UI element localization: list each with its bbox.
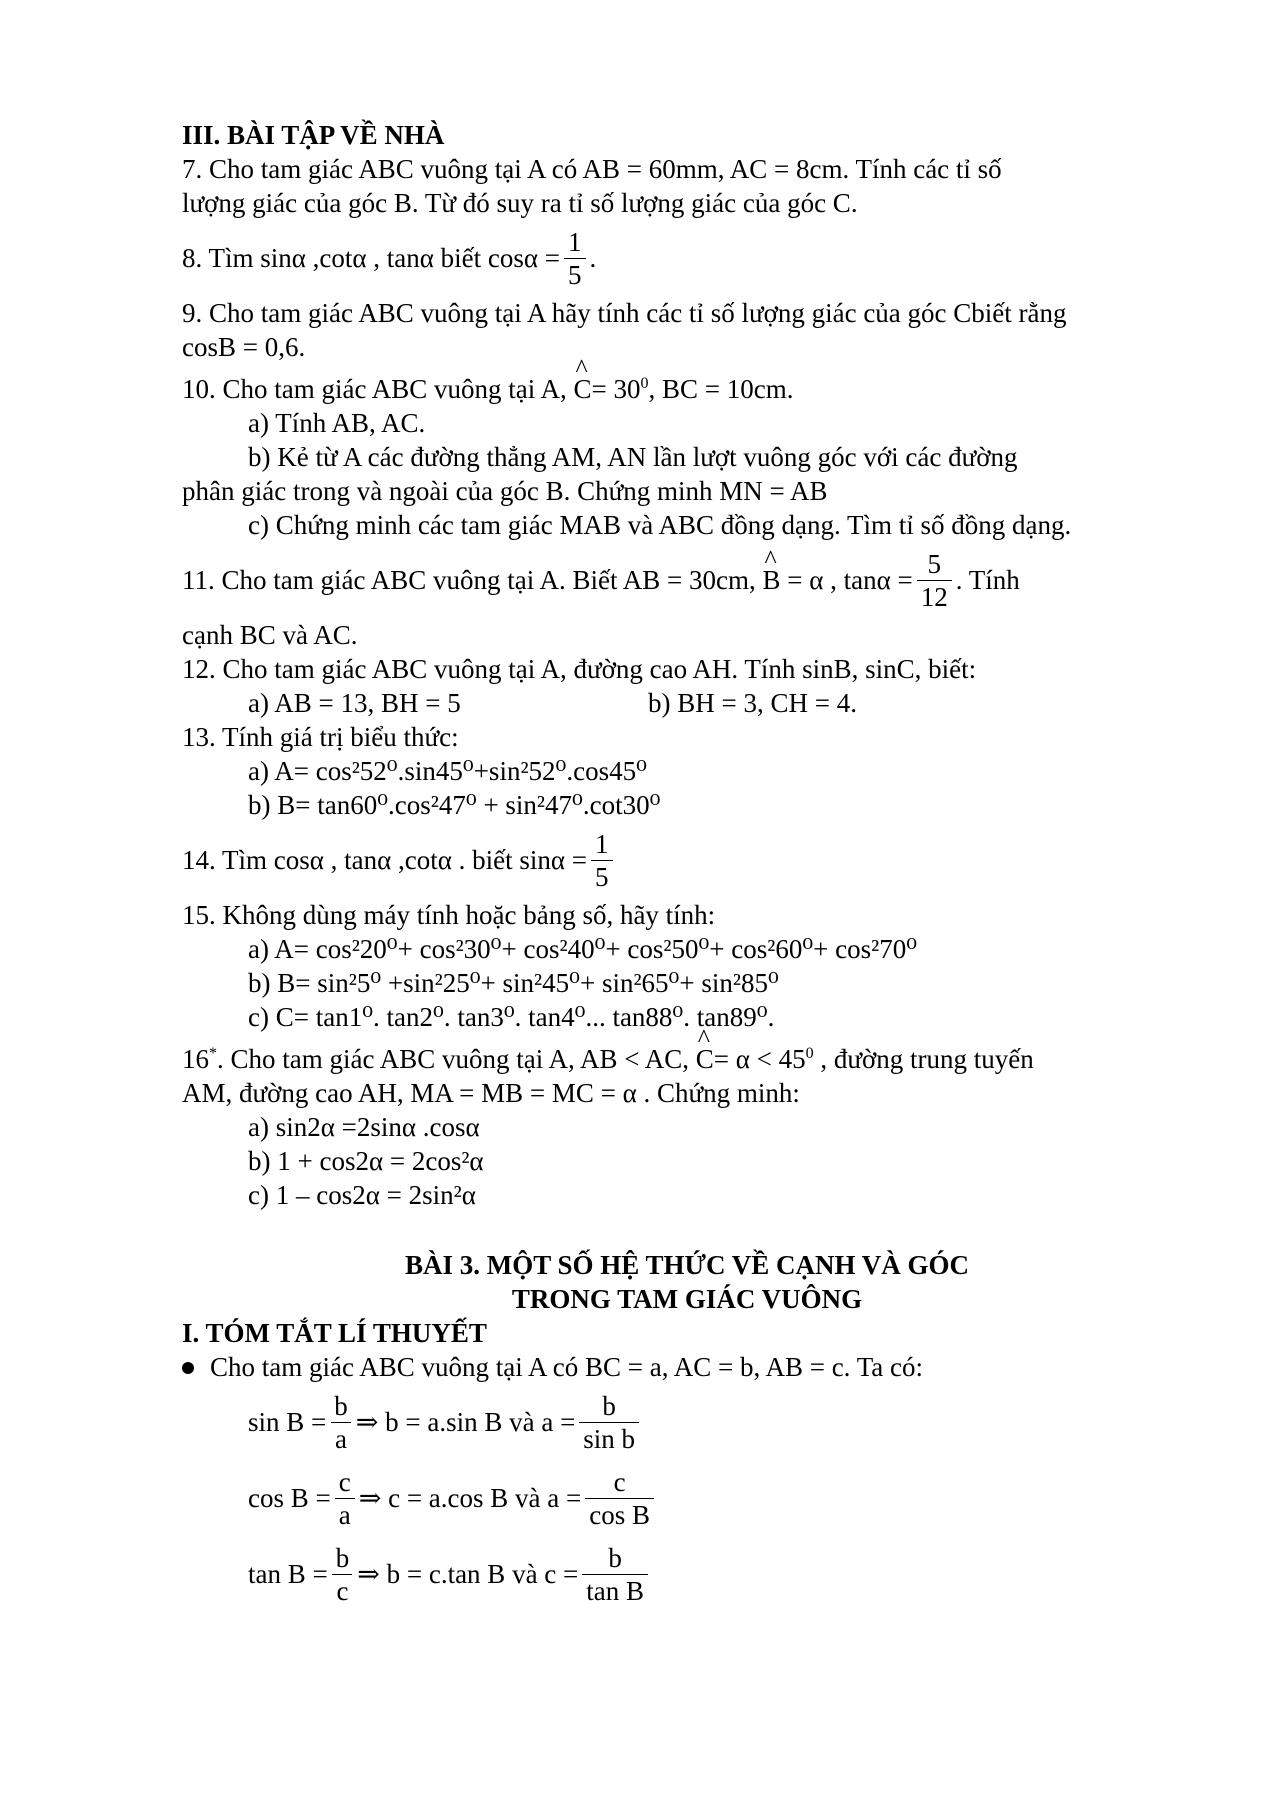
formula-tan-fraction-1 — [332, 1542, 354, 1607]
formula-cos-fraction-2 — [585, 1466, 654, 1531]
exercise-13-b: b) B= tan60⁰.cos²47⁰ + sin²47⁰.cot30⁰ — [248, 790, 661, 820]
formula-cos-middle: ⇒ c = a.cos B và a = — [358, 1483, 582, 1513]
star-sup: * — [209, 1045, 217, 1062]
exercise-16-end: , đường trung tuyến — [813, 1044, 1034, 1074]
fraction-denominator: a — [335, 1498, 355, 1531]
exercise-8-text: 8. Tìm sinα ,cotα , tanα biết cosα = — [182, 243, 561, 273]
exercise-9-line-1: 9. Cho tam giác ABC vuông tại A hãy tính các tỉ số lượng giác của góc Cbiết rằng — [182, 298, 1067, 328]
angle-b-hat: ^ B — [762, 563, 780, 597]
fraction-numerator: b — [608, 1542, 622, 1573]
formula-sin — [182, 1384, 1192, 1460]
fraction-numerator: 1 — [595, 828, 609, 859]
exercise-10-end: , BC = 10cm. — [648, 374, 794, 404]
exercise-15-a: a) A= cos²20⁰+ cos²30⁰+ cos²40⁰+ cos²50⁰+ cos²60⁰+ cos²70⁰ — [248, 934, 918, 964]
fraction-denominator: 5 — [591, 860, 613, 893]
exercise-9-line-2: cosB = 0,6. — [182, 332, 306, 362]
lesson-title-line-1: BÀI 3. MỘT SỐ HỆ THỨC VỀ CẠNH VÀ GÓC — [404, 1250, 970, 1280]
exercise-16-mid: = α < 45 — [713, 1044, 806, 1074]
formula-sin-fraction-1 — [330, 1390, 352, 1455]
section-heading-homework: III. BÀI TẬP VỀ NHÀ — [182, 120, 445, 150]
fraction-numerator: c — [338, 1466, 351, 1497]
exercise-11-line-2: cạnh BC và AC. — [182, 620, 358, 650]
exercise-11 — [182, 542, 1192, 618]
formula-tan — [182, 1536, 1192, 1612]
exercise-11-end: . Tính — [955, 565, 1020, 595]
exercise-15-line-1: 15. Không dùng máy tính hoặc bảng số, hãy tính: — [182, 900, 716, 930]
fraction-numerator: b — [335, 1542, 350, 1573]
exercise-11-fraction — [917, 548, 952, 613]
fraction-denominator: c — [332, 1574, 352, 1607]
exercise-16-a: a) sin2α =2sinα .cosα — [248, 1112, 480, 1142]
fraction-denominator: 12 — [917, 580, 952, 613]
formula-sin-middle: ⇒ b = a.sin B và a = — [355, 1407, 576, 1437]
formula-tan-middle: ⇒ b = c.tan B và c = — [357, 1559, 579, 1589]
exercise-12-b: b) BH = 3, CH = 4. — [648, 688, 857, 718]
exercise-16-number: 16 — [182, 1044, 209, 1074]
exercise-12-a: a) AB = 13, BH = 5 — [248, 688, 461, 718]
exercise-16-b: b) 1 + cos2α = 2cos²α — [248, 1146, 484, 1176]
fraction-denominator: sin b — [579, 1422, 639, 1455]
degree-sup: 0 — [805, 1045, 814, 1062]
exercise-16-line-2: AM, đường cao AH, MA = MB = MC = α . Chứng minh: — [182, 1078, 800, 1108]
bullet-dot-icon — [182, 1362, 194, 1374]
fraction-denominator: tan B — [582, 1574, 648, 1607]
degree-sup: 0 — [640, 375, 649, 392]
lesson-title-line-2: TRONG TAM GIÁC VUÔNG — [511, 1284, 863, 1314]
exercise-12-parts — [182, 686, 1192, 720]
exercise-13-a: a) A= cos²52⁰.sin45⁰+sin²52⁰.cos45⁰ — [248, 756, 647, 786]
formula-tan-left: tan B = — [248, 1559, 328, 1589]
exercise-16-text: . Cho tam giác ABC vuông tại A, AB < AC, — [217, 1044, 689, 1074]
exercise-11-text: 11. Cho tam giác ABC vuông tại A. Biết AB = 30cm, — [182, 565, 756, 595]
theory-bullet — [148, 1350, 1192, 1384]
exercise-10-eq: = 30 — [591, 374, 641, 404]
exercise-10-b-line-1: b) Kẻ từ A các đường thẳng AM, AN lần lượt vuông góc với các đường — [248, 442, 1018, 472]
fraction-denominator: cos B — [585, 1498, 654, 1531]
fraction-numerator: 5 — [927, 548, 941, 579]
exercise-8-end: . — [589, 243, 597, 273]
exercise-11-mid: = α , tanα = — [787, 565, 913, 595]
exercise-7-line-1: 7. Cho tam giác ABC vuông tại A có AB = 60mm, AC = 8cm. Tính các tỉ số — [182, 154, 1002, 184]
fraction-numerator: c — [613, 1466, 626, 1497]
exercise-10 — [182, 372, 1192, 406]
section-heading-theory: I. TÓM TẮT LÍ THUYẾT — [182, 1318, 487, 1348]
formula-cos-fraction-1 — [335, 1466, 355, 1531]
formula-sin-left: sin B = — [248, 1407, 327, 1437]
fraction-denominator: a — [331, 1422, 351, 1455]
exercise-10-text: 10. Cho tam giác ABC vuông tại A, — [182, 374, 567, 404]
angle-c-hat: ^ C — [696, 1042, 714, 1076]
exercise-10-b-line-2: phân giác trong và ngoài của góc B. Chứng minh MN = AB — [182, 476, 828, 506]
document-page — [182, 118, 1192, 1612]
exercise-16 — [182, 1042, 1192, 1076]
exercise-16-c: c) 1 – cos2α = 2sin²α — [248, 1180, 476, 1210]
formula-cos-left: cos B = — [248, 1483, 331, 1513]
exercise-10-a: a) Tính AB, AC. — [248, 408, 426, 438]
exercise-7-line-2: lượng giác của góc B. Từ đó suy ra tỉ số lượng giác của góc C. — [182, 188, 858, 218]
formula-tan-fraction-2 — [582, 1542, 648, 1607]
exercise-8 — [182, 220, 1192, 296]
exercise-14-fraction — [591, 828, 613, 893]
exercise-15-b: b) B= sin²5⁰ +sin²25⁰+ sin²45⁰+ sin²65⁰+ sin²85⁰ — [248, 968, 779, 998]
fraction-denominator: 5 — [564, 258, 586, 291]
exercise-14-text: 14. Tìm cosα , tanα ,cotα . biết sinα = — [182, 845, 588, 875]
fraction-numerator: b — [602, 1390, 616, 1421]
exercise-15-c: c) C= tan1⁰. tan2⁰. tan3⁰. tan4⁰... tan88⁰. tan89⁰. — [248, 1002, 775, 1032]
angle-c-hat: ^ C — [574, 372, 592, 406]
exercise-10-c: c) Chứng minh các tam giác MAB và ABC đồng dạng. Tìm tỉ số đồng dạng. — [248, 510, 1072, 540]
exercise-13-line-1: 13. Tính giá trị biểu thức: — [182, 722, 459, 752]
exercise-12-line-1: 12. Cho tam giác ABC vuông tại A, đường cao AH. Tính sinB, sinC, biết: — [182, 654, 977, 684]
fraction-numerator: b — [334, 1390, 348, 1421]
exercise-14 — [182, 822, 1192, 898]
fraction-numerator: 1 — [568, 226, 582, 257]
exercise-8-fraction — [564, 226, 586, 291]
theory-bullet-text: Cho tam giác ABC vuông tại A có BC = a, AC = b, AB = c. Ta có: — [210, 1352, 924, 1382]
formula-cos — [182, 1460, 1192, 1536]
formula-sin-fraction-2 — [579, 1390, 639, 1455]
